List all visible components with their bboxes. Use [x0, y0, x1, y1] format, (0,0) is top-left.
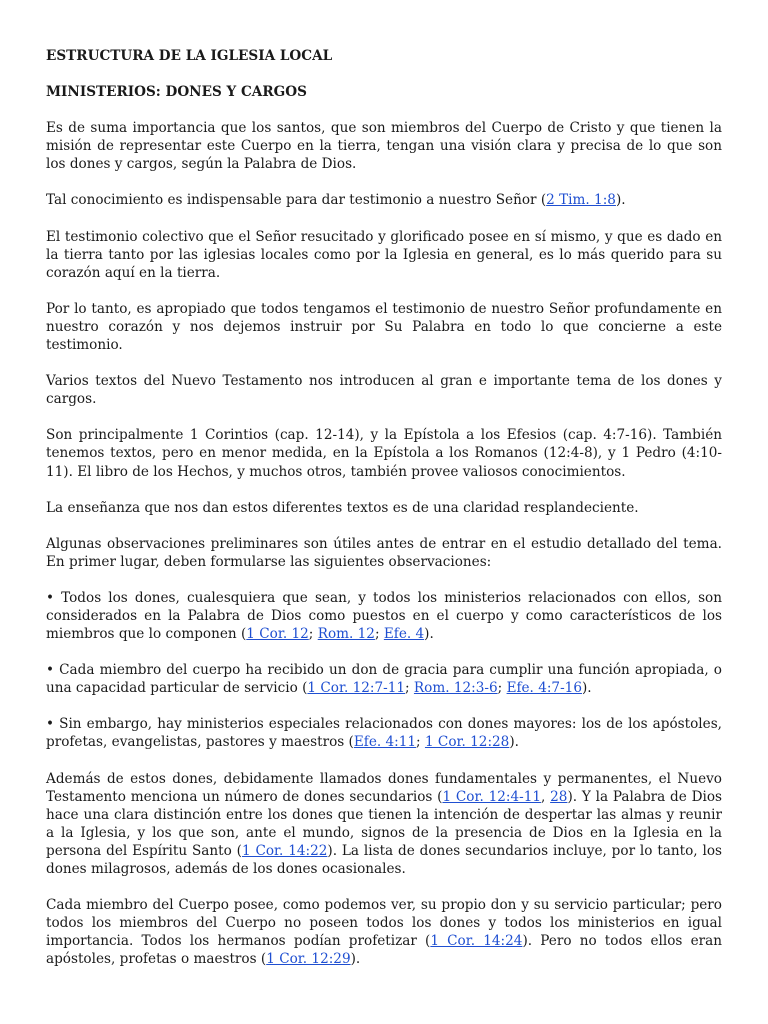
paragraph-text: ). — [350, 951, 361, 968]
scripture-link-1cor-14-24[interactable]: 1 Cor. 14:24 — [430, 933, 523, 950]
scripture-link-efe-4-7-16[interactable]: Efe. 4:7-16 — [506, 680, 582, 697]
separator: ; — [308, 626, 318, 643]
paragraph-text: Cada miembro del Cuerpo posee, como podemos ver, su propio don y su servicio particular; pero todos los miembros del Cuerpo no poseen todos los dones y todos los ministerios en igual importancia. Todos los hermanos podían profetizar ( — [46, 897, 722, 950]
paragraph-6: Son principalmente 1 Corintios (cap. 12-14), y la Epístola a los Efesios (cap. 4:7-16). También tenemos textos, pero en menor medida, en la Epístola a los Romanos (12:4-8), y 1 Pedro (4:10-11). El libro de los Hechos, y muchos otros, también provee valiosos conocimientos. — [46, 427, 722, 480]
bullet-2 — [46, 661, 722, 697]
scripture-link-1cor-12-29[interactable]: 1 Cor. 12:29 — [266, 951, 351, 968]
paragraph-8: Algunas observaciones preliminares son útiles antes de entrar en el estudio detallado del tema. En primer lugar, deben formularse las siguientes observaciones: — [46, 535, 722, 570]
separator: ; — [416, 734, 425, 751]
scripture-link-1cor-12-7-11[interactable]: 1 Cor. 12:7-11 — [307, 680, 406, 697]
bullet-1 — [46, 589, 722, 643]
scripture-link-1cor-12[interactable]: 1 Cor. 12 — [246, 626, 309, 643]
paragraph-text: Además de estos dones, debidamente llamados dones fundamentales y permanentes, el Nuevo Testamento menciona un número de dones secundarios ( — [46, 770, 722, 805]
scripture-link-efe-4[interactable]: Efe. 4 — [383, 626, 425, 643]
paragraph-text: • Sin embargo, hay ministerios especiales relacionados con dones mayores: los de los apóstoles, profetas, evangelistas, pastores y maestros ( — [46, 716, 722, 751]
scripture-link-1cor-12-4-11[interactable]: 1 Cor. 12:4-11 — [442, 788, 542, 805]
paragraph-2 — [46, 191, 722, 209]
scripture-link-2tim-1-8[interactable]: 2 Tim. 1:8 — [546, 192, 616, 209]
scripture-link-rom-12[interactable]: Rom. 12 — [317, 626, 375, 643]
paragraph-5: Varios textos del Nuevo Testamento nos introducen al gran e importante tema de los dones y cargos. — [46, 373, 722, 408]
paragraph-text: • Cada miembro del cuerpo ha recibido un don de gracia para cumplir una función apropiada, o una capacidad particular de servicio ( — [46, 662, 722, 697]
paragraph-1: Es de suma importancia que los santos, que son miembros del Cuerpo de Cristo y que tienen la misión de representar este Cuerpo en la tierra, tengan una visión clara y precisa de lo que son los dones y cargos, según la Palabra de Dios. — [46, 120, 722, 173]
document-title: ESTRUCTURA DE LA IGLESIA LOCAL — [46, 48, 333, 64]
paragraph-text: ). — [424, 626, 434, 643]
paragraph-text: ). — [509, 734, 519, 751]
scripture-link-efe-4-11[interactable]: Efe. 4:11 — [353, 734, 417, 751]
separator: ; — [497, 680, 507, 697]
separator: ; — [374, 626, 384, 643]
paragraph-text: ). — [615, 192, 626, 209]
scripture-link-1cor-12-28[interactable]: 1 Cor. 12:28 — [424, 734, 510, 751]
document-page — [46, 47, 722, 986]
scripture-link-1cor-14-22[interactable]: 1 Cor. 14:22 — [241, 842, 328, 859]
scripture-link-28[interactable]: 28 — [550, 788, 568, 805]
paragraph-text: ). Y la Palabra de Dios hace una clara distinción entre los dones que tienen la intención de despertar las almas y reunir a la Iglesia, y los que son, ante el mundo, signos de la presencia de Dios en la Iglesia en la persona del Espíritu Santo ( — [46, 788, 722, 859]
paragraph-4: Por lo tanto, es apropiado que todos tengamos el testimonio de nuestro Señor profundamente en nuestro corazón y nos dejemos instruir por Su Palabra en todo lo que concierne a este testimonio. — [46, 300, 722, 354]
scripture-link-rom-12-3-6[interactable]: Rom. 12:3-6 — [413, 680, 498, 697]
paragraph-9 — [46, 770, 722, 879]
separator: , — [541, 788, 551, 805]
separator: ; — [405, 680, 414, 697]
paragraph-3: El testimonio colectivo que el Señor resucitado y glorificado posee en sí mismo, y que es dado en la tierra tanto por las iglesias locales como por la Iglesia en general, es lo más querido para su corazón aquí en la tierra. — [46, 228, 722, 281]
paragraph-10 — [46, 896, 722, 968]
bullet-3 — [46, 715, 722, 751]
document-subtitle: MINISTERIOS: DONES Y CARGOS — [46, 84, 307, 101]
paragraph-text: ). La lista de dones secundarios incluye, por lo tanto, los dones milagrosos, además de los dones ocasionales. — [46, 842, 722, 877]
paragraph-text: ). Pero no todos ellos eran apóstoles, profetas o maestros ( — [46, 933, 722, 968]
paragraph-7: La enseñanza que nos dan estos diferentes textos es de una claridad resplandeciente. — [46, 499, 639, 516]
paragraph-text: Tal conocimiento es indispensable para dar testimonio a nuestro Señor ( — [46, 192, 547, 209]
paragraph-text: • Todos los dones, cualesquiera que sean, y todos los ministerios relacionados con ellos, son considerados en la Palabra de Dios como puestos en el cuerpo y como característicos de los miembros que lo componen ( — [46, 589, 722, 643]
paragraph-text: ). — [581, 680, 592, 697]
